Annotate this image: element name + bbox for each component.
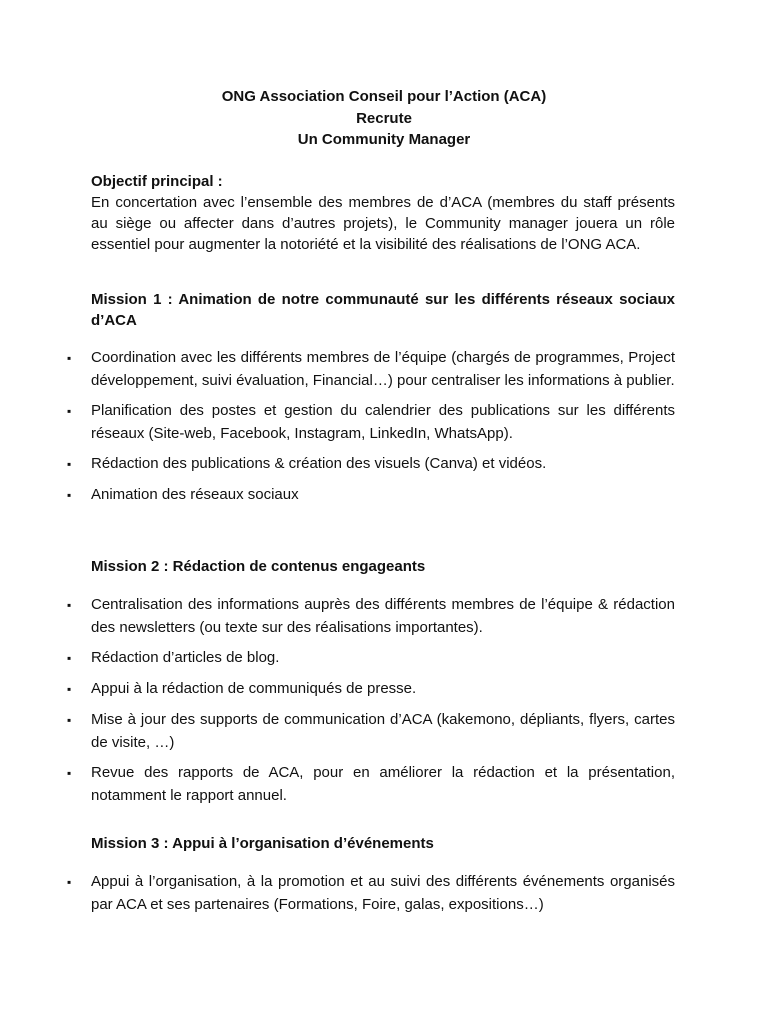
list-item bbox=[67, 647, 675, 670]
objectif-title: Objectif principal : bbox=[91, 173, 223, 190]
organization-title: ONG Association Conseil pour l’Action (ACA) bbox=[221, 88, 547, 105]
mission3-list bbox=[67, 871, 675, 916]
mission3-title: Mission 3 : Appui à l’organisation d’événements bbox=[91, 835, 434, 852]
list-item-text: Rédaction des publications & création des visuels (Canva) et vidéos. bbox=[91, 455, 547, 472]
list-item bbox=[67, 453, 675, 476]
bullet-icon: ▪ bbox=[67, 713, 72, 727]
list-item-text: Rédaction d’articles de blog. bbox=[91, 649, 280, 666]
recruits-label: Recrute bbox=[356, 109, 412, 127]
bullet-icon: ▪ bbox=[67, 681, 72, 696]
mission1-list-block bbox=[67, 347, 675, 506]
mission3-list-block bbox=[67, 871, 675, 916]
document-header bbox=[0, 86, 768, 151]
bullet-icon: ▪ bbox=[67, 651, 72, 665]
list-item-text: Appui à la rédaction de communiqués de presse. bbox=[91, 679, 417, 697]
mission1-section bbox=[91, 289, 675, 331]
list-item bbox=[67, 400, 675, 445]
list-item-text: Coordination avec les différents membres de l’équipe (chargés de programmes, Project développement, suivi évaluation, Financial…) pour centraliser les informations à publier. bbox=[91, 349, 675, 389]
bullet-icon: ▪ bbox=[67, 766, 72, 780]
bullet-icon: ▪ bbox=[67, 487, 72, 502]
mission2-list bbox=[67, 594, 675, 807]
list-item bbox=[67, 871, 675, 916]
mission2-list-block bbox=[67, 594, 675, 807]
mission1-list bbox=[67, 347, 675, 506]
list-item bbox=[67, 762, 675, 807]
mission3-section bbox=[91, 833, 675, 854]
bullet-icon: ▪ bbox=[67, 598, 72, 612]
list-item bbox=[67, 594, 675, 639]
mission2-title: Mission 2 : Rédaction de contenus engageants bbox=[91, 558, 426, 575]
job-title: Un Community Manager bbox=[297, 131, 471, 148]
list-item bbox=[67, 709, 675, 754]
mission1-title: Mission 1 : Animation de notre communauté sur les différents réseaux sociaux d’ACA bbox=[91, 291, 675, 329]
list-item-text: Centralisation des informations auprès des différents membres de l’équipe & rédaction des newsletters (ou texte sur des réalisations importantes). bbox=[91, 596, 675, 636]
list-item bbox=[67, 678, 675, 701]
bullet-icon: ▪ bbox=[67, 351, 72, 365]
list-item-text: Revue des rapports de ACA, pour en améliorer la rédaction et la présentation, notamment le rapport annuel. bbox=[91, 764, 675, 804]
objectif-text: En concertation avec l’ensemble des membres de d’ACA (membres du staff présents au siège ou affecter dans d’autres projets), le Community manager jouera un rôle essentiel pour augmenter la notoriété et la visibilité des réalisations de l’ONG ACA. bbox=[91, 194, 675, 253]
list-item-text: Animation des réseaux sociaux bbox=[91, 485, 299, 503]
list-item-text: Planification des postes et gestion du calendrier des publications sur les différents réseaux (Site-web, Facebook, Instagram, LinkedIn, WhatsApp). bbox=[91, 402, 675, 442]
bullet-icon: ▪ bbox=[67, 875, 72, 889]
bullet-icon: ▪ bbox=[67, 404, 72, 418]
list-item bbox=[67, 347, 675, 392]
mission2-section bbox=[91, 556, 675, 577]
list-item-text: Appui à l’organisation, à la promotion et au suivi des différents événements organisés par ACA et ses partenaires (Formations, Foire, galas, expositions…) bbox=[91, 873, 675, 913]
objectif-section bbox=[91, 171, 675, 255]
bullet-icon: ▪ bbox=[67, 457, 72, 471]
list-item-text: Mise à jour des supports de communication d’ACA (kakemono, dépliants, flyers, cartes de visite, …) bbox=[91, 711, 675, 751]
list-item bbox=[67, 484, 675, 507]
